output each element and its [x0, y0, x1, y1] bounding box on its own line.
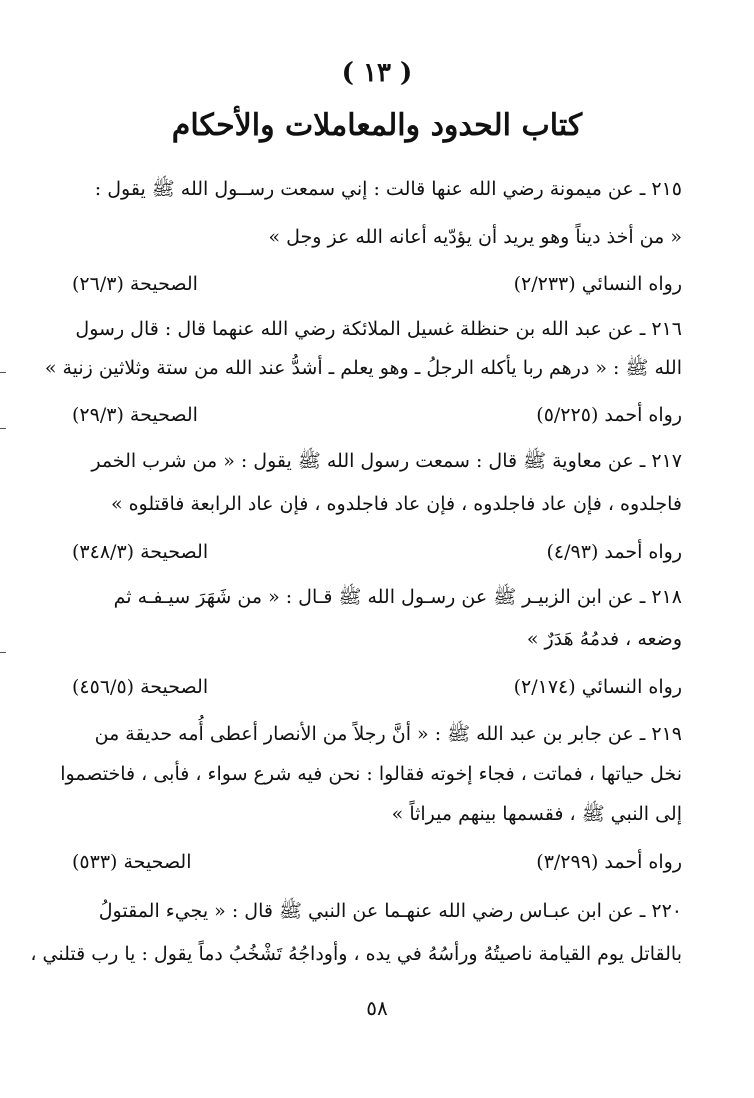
hadith-classification: الصحيحة (٢٩/٣) [72, 404, 198, 426]
hadith-216-line-1: ٢١٦ ـ عن عبد الله بن حنظلة غسيل الملائكة رضي الله عنهما قال : قال رسول [75, 318, 682, 340]
hadith-219-line-2: نخل حياتها ، فماتت ، فجاء إخوته فقالوا : نحن فيه شرع سواء ، فأبى ، فاختصموا [60, 763, 682, 785]
chapter-number: ( ١٣ ) [341, 58, 413, 88]
chapter-title: كتاب الحدود والمعاملات والأحكام [171, 108, 583, 143]
hadith-classification: الصحيحة (٥٣٣) [72, 851, 192, 873]
hadith-220-line-1: ٢٢٠ ـ عن ابن عبـاس رضي الله عنهـما عن النبي ﷺ قال : « يجيء المقتولُ [98, 900, 682, 922]
hadith-source: رواه النسائي (٢/١٧٤) [513, 676, 682, 698]
hadith-218-line-1: ٢١٨ ـ عن ابن الزبيـر ﷺ عن رسـول الله ﷺ قـال : « من شَهَرَ سيـفـه ثم [113, 586, 682, 608]
hadith-215-line-1: ٢١٥ ـ عن ميمونة رضي الله عنها قالت : إني سمعت رســول الله ﷺ يقول : [94, 178, 682, 200]
hadith-source: رواه أحمد (٣/٢٩٩) [536, 851, 682, 873]
hadith-219-line-1: ٢١٩ ـ عن جابر بن عبد الله ﷺ : « أنَّ رجلاً من الأنصار أعطى أُمه حديقة من [94, 723, 682, 745]
hadith-source: رواه النسائي (٢/٢٣٣) [513, 273, 682, 295]
hadith-218-reference [72, 673, 682, 701]
hadith-216-reference [72, 401, 682, 429]
hadith-216-line-2: الله ﷺ : « درهم ربا يأكله الرجلُ ـ وهو يعلم ـ أشدُّ عند الله من ستة وثلاثين زنية » [44, 357, 682, 379]
hadith-217-line-2: فاجلدوه ، فإن عاد فاجلدوه ، فإن عاد فاجلدوه ، فإن عاد الرابعة فاقتلوه » [110, 493, 682, 515]
hadith-220-line-2: بالقاتل يوم القيامة ناصيتُهُ ورأسُهُ في يده ، وأوداجُهُ تَشْخُبُ دماً يقول : يا رب قتلني ، [30, 943, 682, 965]
hadith-219-reference [72, 848, 682, 876]
hadith-source: رواه أحمد (٤/٩٣) [546, 541, 682, 563]
hadith-217-line-1: ٢١٧ ـ عن معاوية ﷺ قال : سمعت رسول الله ﷺ يقول : « من شرب الخمر [91, 450, 682, 472]
hadith-classification: الصحيحة (٤٥٦/٥) [72, 676, 209, 698]
hadith-218-line-2: وضعه ، فدمُهُ هَدَرٌ » [526, 628, 682, 650]
page-number: ٥٨ [366, 996, 388, 1020]
hadith-215-line-2: « من أخذ ديناً وهو يريد أن يؤدّيه أعانه الله عز وجل » [268, 226, 682, 248]
scan-edge-mark [0, 372, 6, 373]
hadith-classification: الصحيحة (٣٤٨/٣) [72, 541, 209, 563]
hadith-215-reference [72, 270, 682, 298]
hadith-classification: الصحيحة (٢٦/٣) [72, 273, 198, 295]
hadith-219-line-3: إلى النبي ﷺ ، فقسمها بينهم ميراثاً » [391, 803, 682, 825]
scan-edge-mark [0, 428, 6, 429]
hadith-source: رواه أحمد (٥/٢٢٥) [536, 404, 682, 426]
scan-edge-mark [0, 652, 6, 653]
hadith-217-reference [72, 538, 682, 566]
